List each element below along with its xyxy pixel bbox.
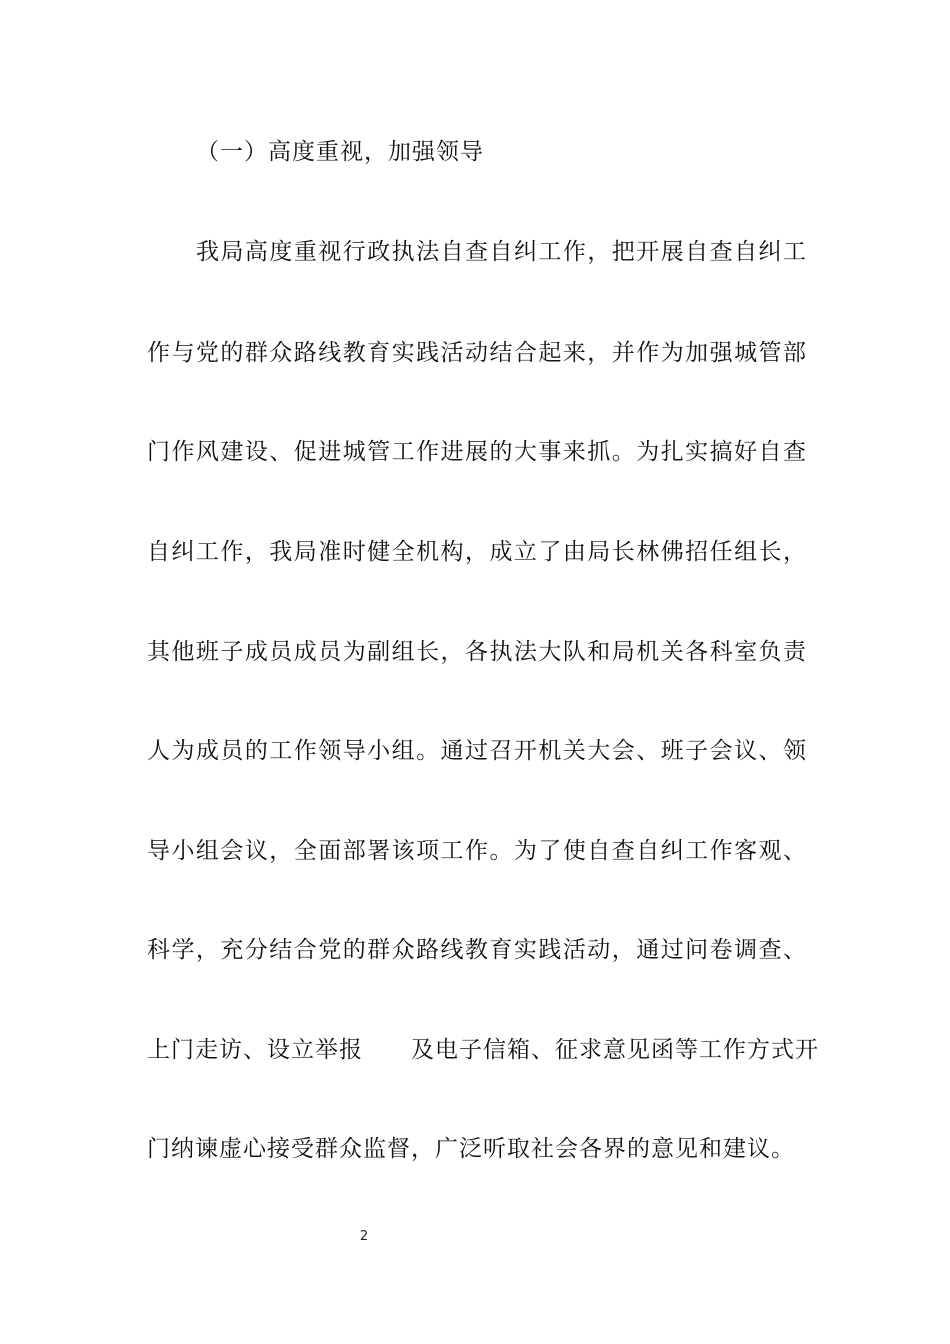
paragraph-line: 门作风建设、促进城管工作进展的大事来抓。为扎实搞好自查: [147, 439, 807, 465]
paragraph-line: 门纳谏虚心接受群众监督，广泛听取社会各界的意见和建议。: [147, 1136, 795, 1162]
paragraph-line: 自纠工作，我局准时健全机构，成立了由局长林佛招任组长，: [147, 539, 807, 565]
paragraph-line: 人为成员的工作领导小组。通过召开机关大会、班子会议、领: [147, 738, 807, 764]
paragraph-line: 作与党的群众路线教育实践活动结合起来，并作为加强城管部: [147, 340, 807, 366]
paragraph-line: 我局高度重视行政执法自查自纠工作，把开展自查自纠工: [196, 239, 807, 265]
paragraph-line: 其他班子成员成员为副组长，各执法大队和局机关各科室负责: [147, 639, 807, 665]
paragraph-line: 导小组会议，全面部署该项工作。为了使自查自纠工作客观、: [147, 838, 807, 864]
page-number: 2: [359, 1229, 369, 1244]
section-heading: （一）高度重视，加强领导: [196, 139, 484, 165]
paragraph-line: 上门走访、设立举报 及电子信箱、征求意见函等工作方式开: [147, 1037, 819, 1063]
paragraph-line: 科学，充分结合党的群众路线教育实践活动，通过问卷调查、: [147, 937, 807, 963]
